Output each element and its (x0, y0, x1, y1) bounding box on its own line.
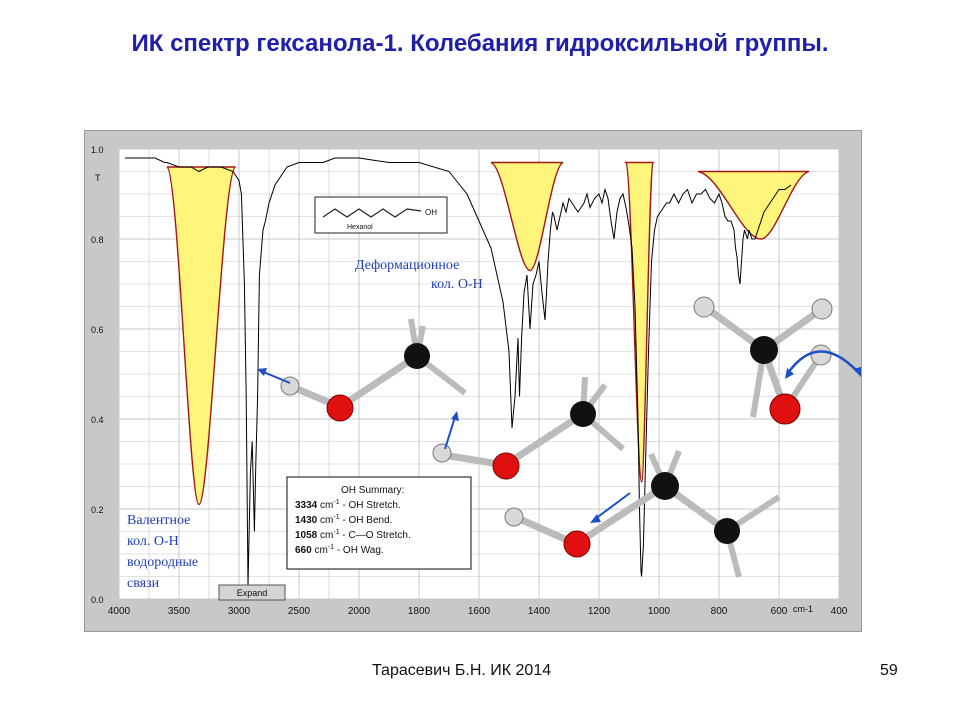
deformation-line-1: Деформационное (355, 258, 460, 273)
x-tick-label-12: 400 (830, 606, 848, 617)
y-tick-label-4: 0.2 (91, 505, 104, 515)
x-axis-label: cm-1 (793, 604, 813, 614)
oh-summary-unit-sup: -1 (327, 544, 335, 551)
x-tick-label-6: 1600 (467, 606, 491, 617)
oh-summary-wavenumber: 3334 (295, 500, 321, 511)
x-tick-label-0: 4000 (107, 606, 131, 617)
oh-summary-wavenumber: 660 (295, 545, 315, 556)
oh-summary-assignment: - OH Wag. (334, 545, 384, 556)
y-tick-label-1: 0.8 (91, 235, 104, 245)
oh-summary-unit: cm (320, 515, 334, 526)
x-tick-label-2: 3000 (227, 606, 251, 617)
oh-summary-wavenumber: 1058 (295, 530, 321, 541)
x-tick-label-3: 2500 (287, 606, 311, 617)
oh-summary-row-3 (295, 544, 384, 556)
oh-summary-row-0 (295, 499, 401, 511)
x-tick-label-8: 1200 (587, 606, 611, 617)
valence-line-1: Валентное (127, 513, 191, 528)
x-tick-label-5: 1800 (407, 606, 431, 617)
oh-summary-row-2 (295, 529, 411, 541)
hexanol-structure-box (315, 197, 447, 233)
expand-button-label: Expand (236, 588, 268, 598)
x-tick-label-1: 3500 (167, 606, 191, 617)
valence-line-2: кол. О-Н (127, 534, 179, 549)
y-tick-label-0: 1.0 (91, 145, 104, 155)
valence-line-4: связи (127, 576, 160, 591)
oh-summary-unit-sup: -1 (333, 499, 340, 506)
ir-spectrum-chart (84, 130, 862, 632)
y-axis-ticks (91, 145, 104, 605)
x-tick-label-10: 800 (710, 606, 728, 617)
footer-author: Тарасевич Б.Н. ИК 2014 (372, 662, 552, 679)
oh-summary-assignment: - OH Stretch. (339, 500, 401, 511)
oh-summary-unit-sup: -1 (333, 514, 340, 521)
y-tick-label-3: 0.4 (91, 415, 104, 425)
valence-line-3: водородные (127, 555, 199, 570)
oh-summary-unit: cm (314, 545, 328, 556)
y-tick-label-5: 0.0 (91, 595, 104, 605)
oh-summary-unit: cm (320, 500, 334, 511)
x-axis-ticks (108, 604, 848, 617)
oh-summary-title: OH Summary: (341, 485, 405, 496)
expand-button[interactable] (219, 585, 285, 600)
oh-summary-unit-sup: -1 (333, 529, 340, 536)
x-tick-label-11: 600 (770, 606, 788, 617)
slide-title: ИК спектр гексанола-1. Колебания гидроксильной группы. (131, 30, 829, 57)
oh-summary-wavenumber: 1430 (295, 515, 321, 526)
oh-summary-box (287, 477, 471, 569)
oh-summary-row-1 (295, 514, 392, 526)
x-tick-label-4: 2000 (347, 606, 371, 617)
y-tick-label-2: 0.6 (91, 325, 104, 335)
x-tick-label-9: 1000 (647, 606, 671, 617)
oh-summary-unit: cm (320, 530, 334, 541)
x-tick-label-7: 1400 (527, 606, 551, 617)
page-number: 59 (880, 662, 898, 679)
ir-spectrum-svg (85, 131, 861, 631)
oh-summary-assignment: - OH Bend. (339, 515, 393, 526)
molecule-oh-label: OH (425, 208, 437, 217)
y-axis-label: T (95, 173, 101, 183)
oh-summary-assignment: - C—O Stretch. (339, 530, 411, 541)
deformation-line-2: кол. О-Н (431, 277, 483, 292)
molecule-name-label: Hexanol (347, 224, 373, 231)
